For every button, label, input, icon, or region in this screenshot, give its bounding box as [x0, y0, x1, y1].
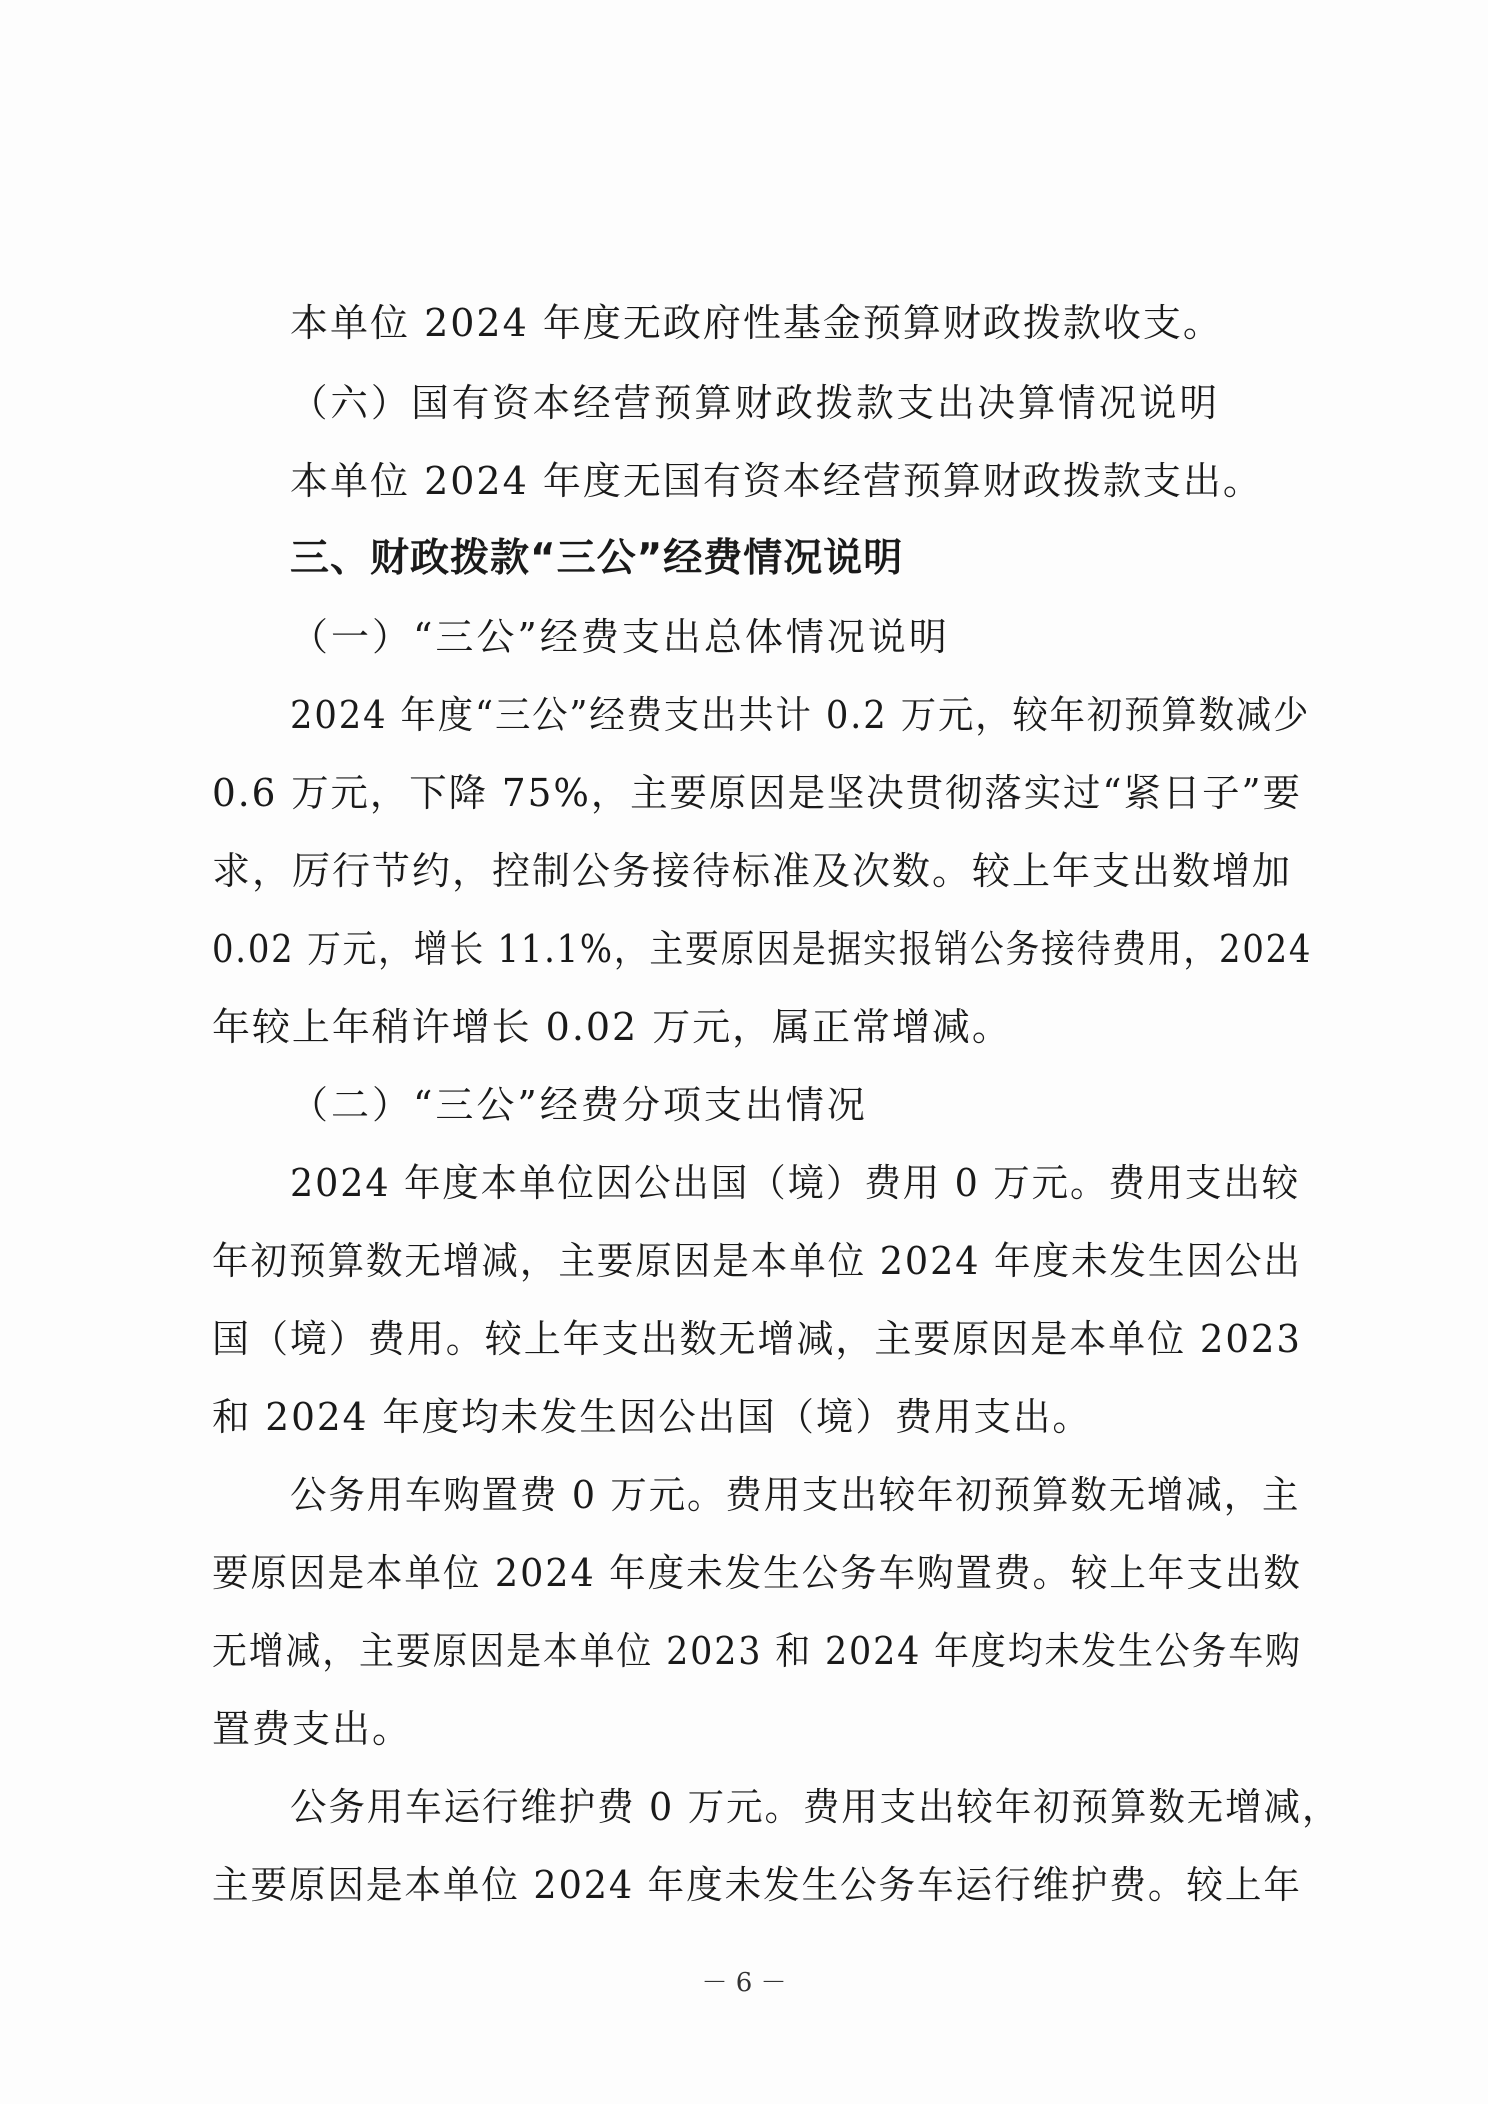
paragraph-line: 公务用车运行维护费 0 万元。费用支出较年初预算数无增减，	[290, 1785, 1341, 1829]
paragraph-line: 国（境）费用。较上年支出数无增减，主要原因是本单位 2023	[212, 1317, 1302, 1361]
paragraph-line: 无增减，主要原因是本单位 2023 和 2024 年度均未发生公务车购	[212, 1629, 1302, 1673]
paragraph-line: 本单位 2024 年度无政府性基金预算财政拨款收支。	[290, 301, 1223, 345]
paragraph-line: 置费支出。	[212, 1707, 413, 1751]
subsection-heading-one: （一）“三公”经费支出总体情况说明	[290, 615, 950, 659]
section-heading-three: 三、财政拨款“三公”经费情况说明	[290, 536, 904, 581]
paragraph-line: 0.02 万元，增长 11.1%，主要原因是据实报销公务接待费用，2024	[212, 927, 1313, 971]
paragraph-line: 年较上年稍许增长 0.02 万元，属正常增减。	[212, 1005, 1012, 1049]
page-number: － 6 －	[701, 1968, 787, 1998]
paragraph-line: 公务用车购置费 0 万元。费用支出较年初预算数无增减，主	[290, 1473, 1301, 1517]
paragraph-line: 2024 年度本单位因公出国（境）费用 0 万元。费用支出较	[290, 1161, 1301, 1205]
paragraph-line: 0.6 万元，下降 75%，主要原因是坚决贯彻落实过“紧日子”要	[212, 771, 1302, 815]
paragraph-line: 和 2024 年度均未发生因公出国（境）费用支出。	[212, 1395, 1092, 1439]
paragraph-line: 年初预算数无增减，主要原因是本单位 2024 年度未发生因公出	[212, 1239, 1302, 1283]
paragraph-line: 主要原因是本单位 2024 年度未发生公务车运行维护费。较上年	[212, 1863, 1302, 1907]
paragraph-line: 2024 年度“三公”经费支出共计 0.2 万元，较年初预算数减少	[290, 693, 1311, 737]
section-heading-six: （六）国有资本经营预算财政拨款支出决算情况说明	[290, 381, 1221, 425]
subsection-heading-two: （二）“三公”经费分项支出情况	[290, 1083, 868, 1127]
paragraph-line: 要原因是本单位 2024 年度未发生公务车购置费。较上年支出数	[212, 1551, 1302, 1595]
paragraph-line: 求，厉行节约，控制公务接待标准及次数。较上年支出数增加	[212, 849, 1293, 893]
paragraph-line: 本单位 2024 年度无国有资本经营预算财政拨款支出。	[290, 459, 1263, 503]
